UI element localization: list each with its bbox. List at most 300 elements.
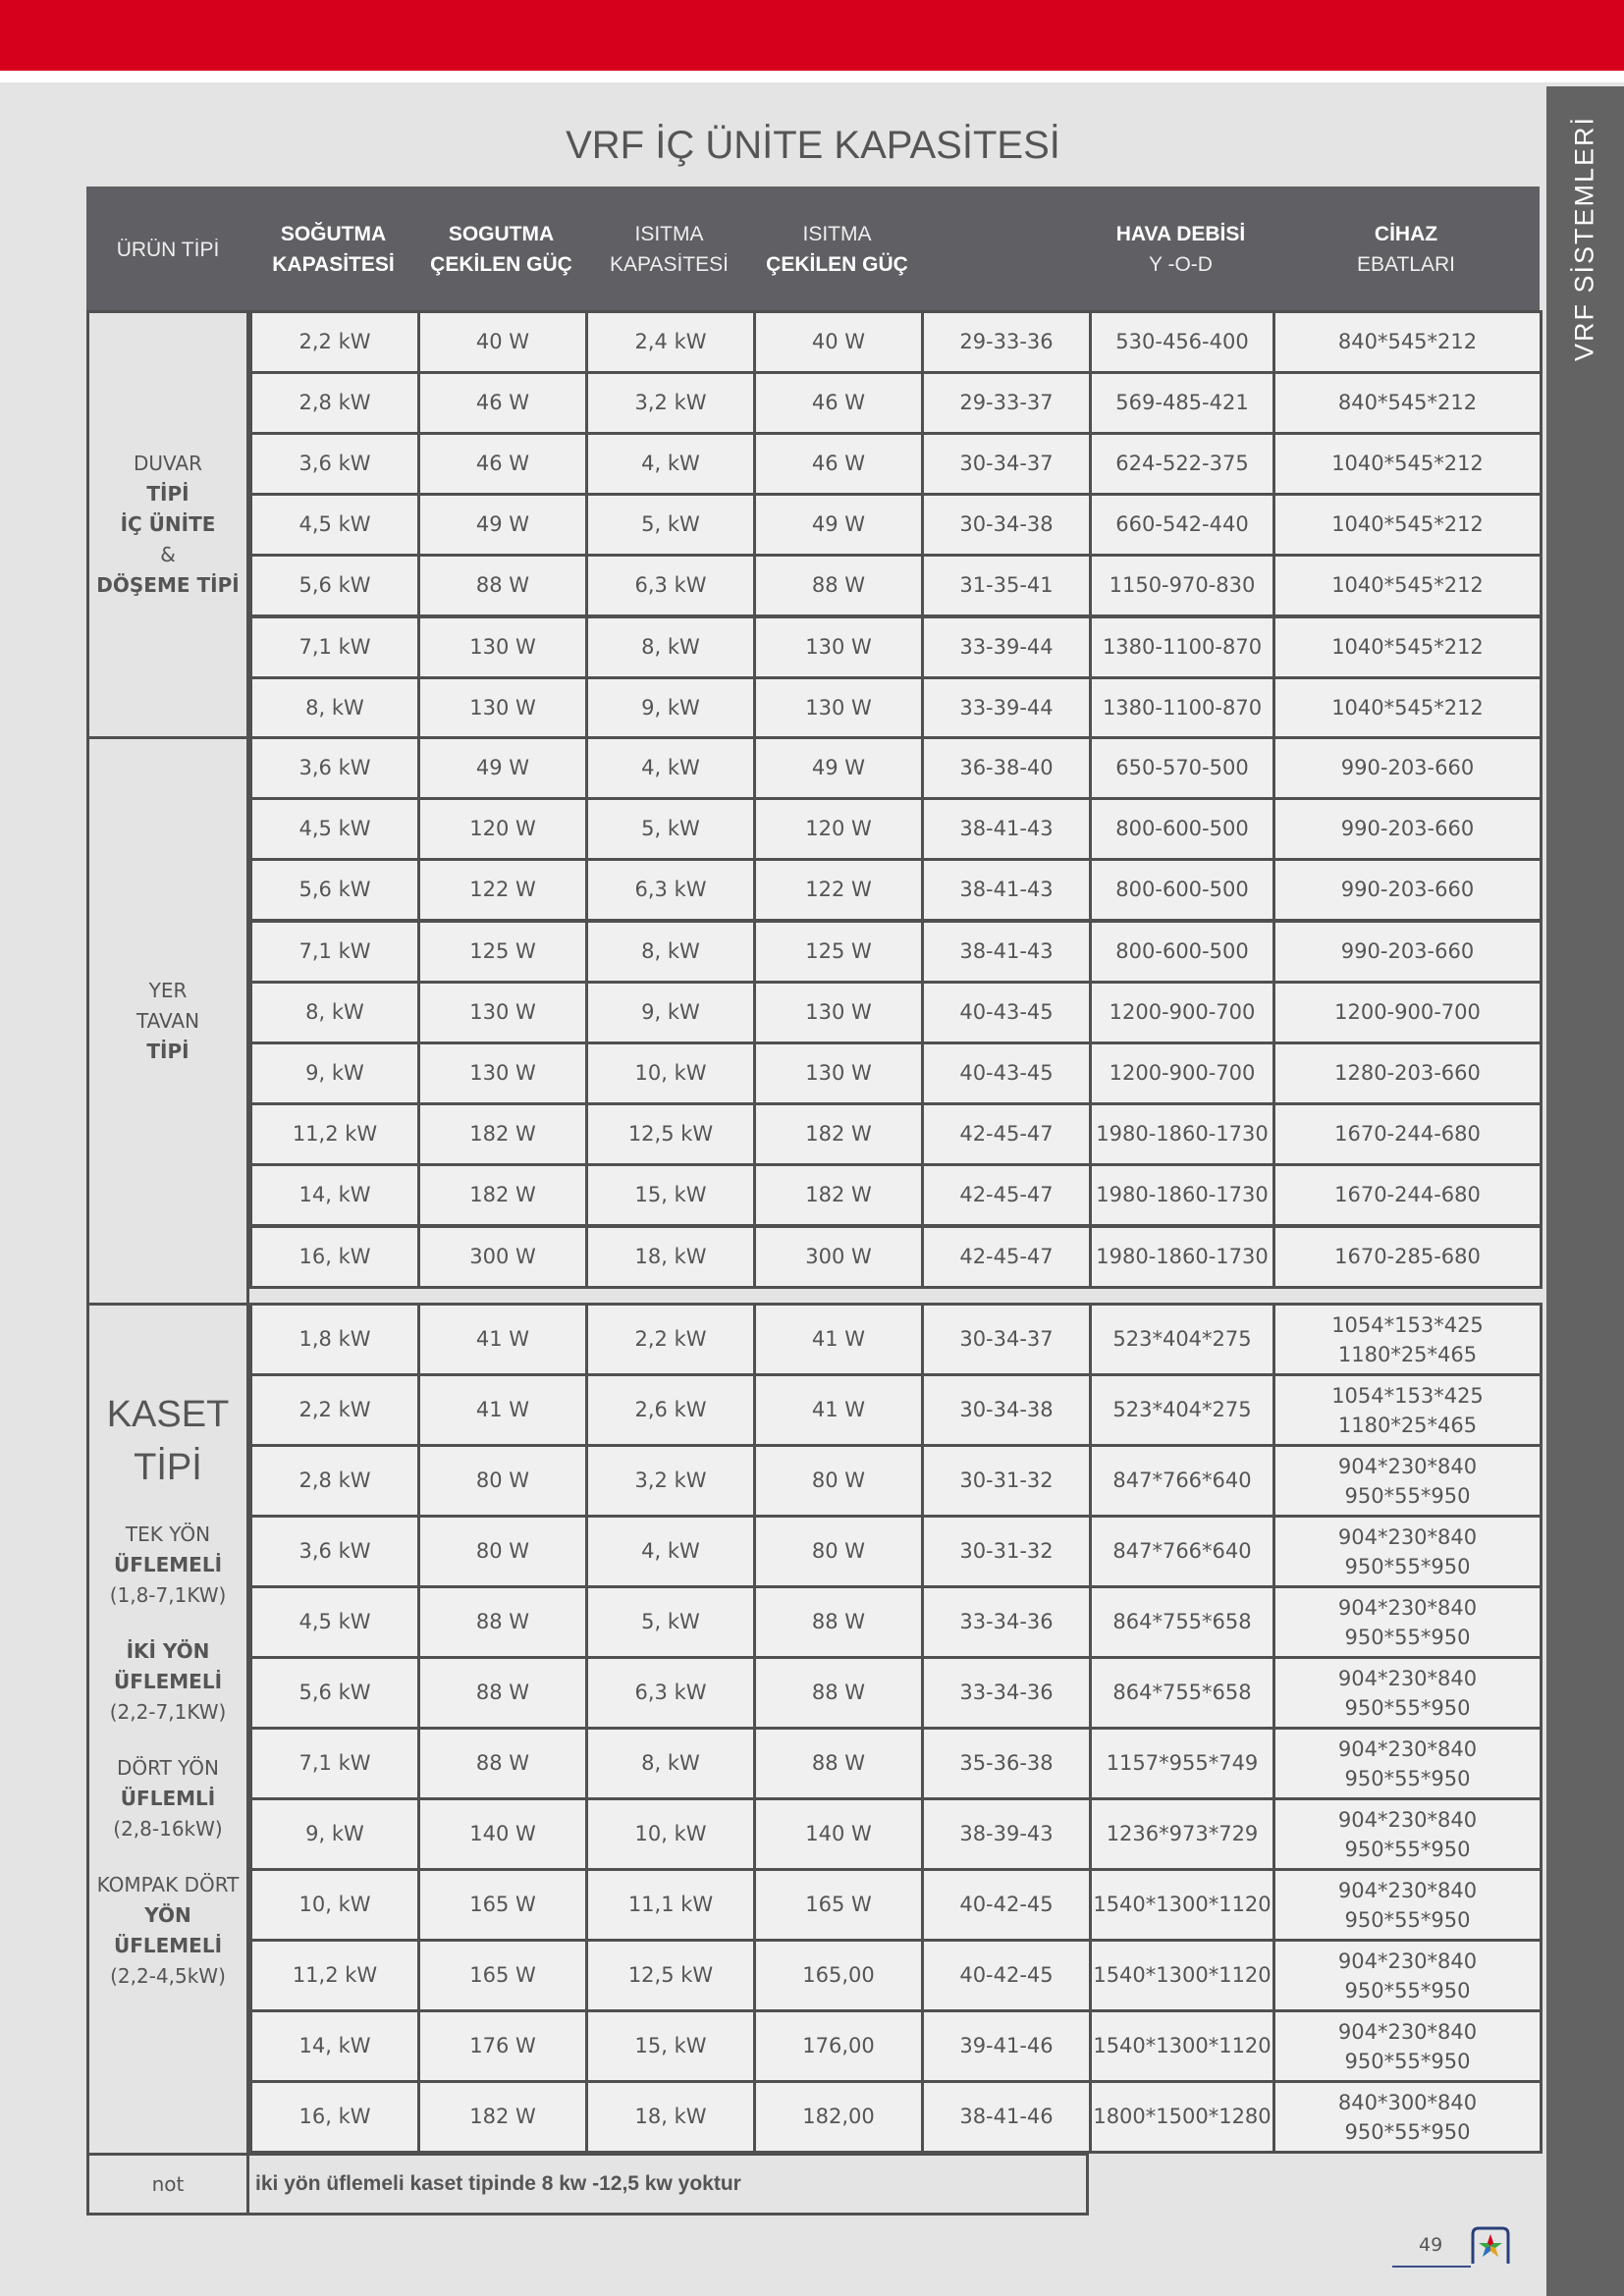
table-cell-isitma-kapasitesi bbox=[585, 1373, 756, 1447]
table-cell-isitma-kapasitesi bbox=[585, 1225, 756, 1289]
cell-text: 10, kW bbox=[298, 1893, 371, 1916]
table-cell-hava-debisi bbox=[1089, 1225, 1275, 1289]
cell-text: 49 W bbox=[811, 756, 866, 779]
table-cell-cihaz-ebatlari bbox=[1272, 1515, 1543, 1588]
table-cell-isitma-cekilen-guc bbox=[753, 432, 924, 496]
cell-text: 140 W bbox=[469, 1822, 536, 1845]
cell-text: 1236*973*729 bbox=[1106, 1822, 1259, 1845]
table-cell-cihaz-ebatlari bbox=[1272, 736, 1543, 800]
table-cell-hava-debisi bbox=[1089, 858, 1275, 922]
cell-text: 300 W bbox=[469, 1245, 536, 1268]
table-cell-sogutma-kapasitesi bbox=[249, 2080, 420, 2154]
cell-text: 30-31-32 bbox=[959, 1468, 1054, 1492]
cell-text: 46 W bbox=[811, 452, 866, 475]
table-cell-isitma-kapasitesi bbox=[585, 1727, 756, 1800]
cell-text: 5,6 kW bbox=[298, 878, 371, 901]
cell-text: 182 W bbox=[469, 1183, 536, 1206]
cell-text: 8, kW bbox=[305, 696, 364, 720]
table-cell-isitma-cekilen-guc bbox=[753, 2080, 924, 2154]
table-cell-isitma-kapasitesi bbox=[585, 1102, 756, 1166]
cell-text: 122 W bbox=[469, 878, 536, 901]
table-cell-cihaz-ebatlari bbox=[1272, 1163, 1543, 1227]
table-cell-cihaz-ebatlari bbox=[1272, 920, 1543, 984]
cell-text: 840*545*212 bbox=[1337, 330, 1478, 353]
cell-text: 8, kW bbox=[305, 1000, 364, 1024]
cell-text: 11,2 kW bbox=[292, 1122, 378, 1146]
cell-text: 10, kW bbox=[634, 1061, 707, 1085]
cell-text: 1280-203-660 bbox=[1334, 1061, 1481, 1085]
cell-text: 36-38-40 bbox=[959, 756, 1054, 779]
cell-text: 42-45-47 bbox=[959, 1183, 1054, 1206]
table-cell-isitma-kapasitesi bbox=[585, 1656, 756, 1730]
table-cell-isitma-kapasitesi bbox=[585, 1939, 756, 2012]
cell-text: 33-34-36 bbox=[959, 1610, 1054, 1633]
cell-text: 4, kW bbox=[641, 452, 700, 475]
cell-text: 165 W bbox=[805, 1893, 872, 1916]
cell-text: 182 W bbox=[805, 1122, 872, 1146]
table-cell-sogutma-cekilen-guc bbox=[417, 736, 588, 800]
cell-line: 904*230*840 bbox=[1337, 1949, 1478, 1973]
header-isitma-cekilen-guc: ISITMA ÇEKİLEN GÜÇ bbox=[766, 223, 908, 276]
table-cell-hava-debisi bbox=[1089, 1797, 1275, 1871]
table-cell-isitma-cekilen-guc bbox=[753, 615, 924, 679]
side-band bbox=[1546, 86, 1624, 2296]
table-cell-sogutma-cekilen-guc bbox=[417, 858, 588, 922]
cell-text: 1980-1860-1730 bbox=[1096, 1183, 1269, 1206]
table-cell-cihaz-ebatlari bbox=[1272, 1041, 1543, 1105]
table-cell-sogutma-cekilen-guc bbox=[417, 1585, 588, 1659]
cell-line: 950*55*950 bbox=[1344, 1554, 1471, 1578]
page-title: VRF İÇ ÜNİTE KAPASİTESİ bbox=[566, 124, 1060, 167]
cell-text: 40 W bbox=[475, 330, 530, 353]
cell-text: 800-600-500 bbox=[1115, 817, 1249, 840]
cell-line: 950*55*950 bbox=[1344, 1625, 1471, 1649]
cell-text: 9, kW bbox=[305, 1822, 364, 1845]
page-number: 49 bbox=[1419, 2234, 1443, 2256]
table-cell-sogutma-cekilen-guc bbox=[417, 2080, 588, 2154]
table-cell-sogutma-cekilen-guc bbox=[417, 1444, 588, 1518]
cell-text: 5, kW bbox=[641, 817, 700, 840]
table-cell-ses-seviyesi bbox=[921, 1444, 1092, 1518]
table-cell-ses-seviyesi bbox=[921, 1225, 1092, 1289]
table-cell-sogutma-kapasitesi bbox=[249, 2009, 420, 2083]
table-cell-sogutma-cekilen-guc bbox=[417, 920, 588, 984]
table-cell-sogutma-kapasitesi bbox=[249, 858, 420, 922]
table-cell-sogutma-kapasitesi bbox=[249, 1041, 420, 1105]
table-cell-isitma-cekilen-guc bbox=[753, 858, 924, 922]
cell-text: 1380-1100-870 bbox=[1102, 696, 1263, 720]
cell-text: 6,3 kW bbox=[634, 878, 707, 901]
table-cell-sogutma-kapasitesi bbox=[249, 1225, 420, 1289]
cell-text: 10, kW bbox=[634, 1822, 707, 1845]
table-cell-isitma-cekilen-guc bbox=[753, 1225, 924, 1289]
table-cell-cihaz-ebatlari bbox=[1272, 1225, 1543, 1289]
cell-text: 49 W bbox=[475, 512, 530, 536]
cell-text: 864*755*658 bbox=[1112, 1681, 1252, 1704]
cell-text: 840*545*212 bbox=[1337, 391, 1478, 414]
cell-text: 130 W bbox=[469, 1000, 536, 1024]
cell-line: 904*230*840 bbox=[1337, 2019, 1478, 2044]
cell-text: 130 W bbox=[469, 635, 536, 659]
cell-text: 7,1 kW bbox=[298, 635, 371, 659]
table-cell-isitma-cekilen-guc bbox=[753, 310, 924, 374]
cell-text: 2,2 kW bbox=[634, 1327, 707, 1351]
table-cell-isitma-kapasitesi bbox=[585, 1041, 756, 1105]
table-cell-isitma-cekilen-guc bbox=[753, 1515, 924, 1588]
cell-text: 3,6 kW bbox=[298, 1539, 371, 1563]
table-cell-sogutma-cekilen-guc bbox=[417, 797, 588, 861]
cell-text: 41 W bbox=[811, 1398, 866, 1421]
table-cell-isitma-cekilen-guc bbox=[753, 371, 924, 435]
table-cell-hava-debisi bbox=[1089, 920, 1275, 984]
table-cell-cihaz-ebatlari bbox=[1272, 1939, 1543, 2012]
cell-text: 88 W bbox=[811, 1751, 866, 1775]
cell-text: 125 W bbox=[805, 939, 872, 963]
table-cell-cihaz-ebatlari bbox=[1272, 858, 1543, 922]
table-cell-cihaz-ebatlari bbox=[1272, 1102, 1543, 1166]
cell-text: 33-39-44 bbox=[959, 696, 1054, 720]
cell-text: 8, kW bbox=[641, 635, 700, 659]
table-cell-sogutma-kapasitesi bbox=[249, 1303, 420, 1376]
table-cell-ses-seviyesi bbox=[921, 858, 1092, 922]
cell-text: 30-34-37 bbox=[959, 1327, 1054, 1351]
cell-line: 950*55*950 bbox=[1344, 1978, 1471, 2002]
cell-text: 40-42-45 bbox=[959, 1893, 1054, 1916]
table-cell-isitma-cekilen-guc bbox=[753, 676, 924, 740]
cell-line: 950*55*950 bbox=[1344, 1907, 1471, 1932]
table-cell-cihaz-ebatlari bbox=[1272, 371, 1543, 435]
table-cell-sogutma-kapasitesi bbox=[249, 1797, 420, 1871]
table-cell-isitma-cekilen-guc bbox=[753, 1303, 924, 1376]
cell-text: 3,2 kW bbox=[634, 391, 707, 414]
cell-text: 38-41-43 bbox=[959, 817, 1054, 840]
table-cell-sogutma-cekilen-guc bbox=[417, 1515, 588, 1588]
table-cell-ses-seviyesi bbox=[921, 1041, 1092, 1105]
table-cell-ses-seviyesi bbox=[921, 432, 1092, 496]
cell-text: 130 W bbox=[805, 696, 872, 720]
cell-text: 9, kW bbox=[641, 1000, 700, 1024]
cell-text: 847*766*640 bbox=[1112, 1539, 1252, 1563]
table-cell-isitma-kapasitesi bbox=[585, 981, 756, 1044]
cell-text: 2,8 kW bbox=[298, 1468, 371, 1492]
table-cell-sogutma-cekilen-guc bbox=[417, 676, 588, 740]
cell-text: 18, kW bbox=[634, 1245, 707, 1268]
table-cell-hava-debisi bbox=[1089, 1939, 1275, 2012]
cell-text: 176,00 bbox=[802, 2034, 875, 2057]
cell-text: 88 W bbox=[811, 1610, 866, 1633]
cell-text: 3,6 kW bbox=[298, 756, 371, 779]
cell-line: 840*300*840 bbox=[1337, 2090, 1478, 2114]
cell-text: 165 W bbox=[469, 1963, 536, 1987]
table-cell-isitma-kapasitesi bbox=[585, 1303, 756, 1376]
header-urun-tipi: ÜRÜN TİPİ bbox=[116, 238, 220, 261]
table-cell-isitma-kapasitesi bbox=[585, 554, 756, 617]
table-cell-sogutma-cekilen-guc bbox=[417, 371, 588, 435]
cell-line: 950*55*950 bbox=[1344, 2119, 1471, 2144]
table-cell-isitma-kapasitesi bbox=[585, 858, 756, 922]
cell-text: 1040*545*212 bbox=[1331, 696, 1484, 720]
table-cell-hava-debisi bbox=[1089, 371, 1275, 435]
cell-text: 46 W bbox=[475, 452, 530, 475]
table-cell-isitma-kapasitesi bbox=[585, 736, 756, 800]
top-red-bar bbox=[0, 0, 1624, 71]
cell-text: 1200-900-700 bbox=[1109, 1000, 1256, 1024]
cell-text: 2,2 kW bbox=[298, 330, 371, 353]
cell-text: 6,3 kW bbox=[634, 1681, 707, 1704]
table-cell-sogutma-cekilen-guc bbox=[417, 432, 588, 496]
table-cell-sogutma-cekilen-guc bbox=[417, 310, 588, 374]
table-cell-sogutma-cekilen-guc bbox=[417, 1102, 588, 1166]
table-cell-ses-seviyesi bbox=[921, 676, 1092, 740]
cell-text: 4, kW bbox=[641, 756, 700, 779]
cell-text: 624-522-375 bbox=[1115, 452, 1249, 475]
cell-text: 41 W bbox=[475, 1327, 530, 1351]
cell-text: 5,6 kW bbox=[298, 1681, 371, 1704]
table-cell-ses-seviyesi bbox=[921, 736, 1092, 800]
table-cell-ses-seviyesi bbox=[921, 1515, 1092, 1588]
table-cell-ses-seviyesi bbox=[921, 1163, 1092, 1227]
cell-text: 125 W bbox=[469, 939, 536, 963]
table-cell-sogutma-kapasitesi bbox=[249, 1515, 420, 1588]
cell-text: 5, kW bbox=[641, 1610, 700, 1633]
cell-text: 4,5 kW bbox=[298, 1610, 371, 1633]
cell-text: 38-41-43 bbox=[959, 939, 1054, 963]
table-cell-isitma-kapasitesi bbox=[585, 615, 756, 679]
cell-text: 7,1 kW bbox=[298, 1751, 371, 1775]
cell-line: 904*230*840 bbox=[1337, 1666, 1478, 1690]
cell-text: 49 W bbox=[475, 756, 530, 779]
table-cell-hava-debisi bbox=[1089, 981, 1275, 1044]
cell-line: 950*55*950 bbox=[1344, 2049, 1471, 2073]
table-cell-hava-debisi bbox=[1089, 615, 1275, 679]
table-cell-isitma-kapasitesi bbox=[585, 2080, 756, 2154]
cell-text: 38-41-43 bbox=[959, 878, 1054, 901]
cell-text: 29-33-37 bbox=[959, 391, 1054, 414]
table-cell-hava-debisi bbox=[1089, 554, 1275, 617]
table-cell-sogutma-cekilen-guc bbox=[417, 1868, 588, 1942]
cell-text: 88 W bbox=[475, 573, 530, 597]
table-cell-sogutma-kapasitesi bbox=[249, 1444, 420, 1518]
cell-text: 650-570-500 bbox=[1115, 756, 1249, 779]
table-cell-cihaz-ebatlari bbox=[1272, 981, 1543, 1044]
cell-text: 11,2 kW bbox=[292, 1963, 378, 1987]
table-cell-hava-debisi bbox=[1089, 2080, 1275, 2154]
cell-text: 41 W bbox=[811, 1327, 866, 1351]
cell-text: 569-485-421 bbox=[1115, 391, 1249, 414]
table-cell-sogutma-kapasitesi bbox=[249, 1373, 420, 1447]
cell-text: 1670-244-680 bbox=[1334, 1183, 1481, 1206]
table-cell-sogutma-kapasitesi bbox=[249, 1656, 420, 1730]
cell-text: 800-600-500 bbox=[1115, 878, 1249, 901]
cell-text: 990-203-660 bbox=[1340, 756, 1475, 779]
table-cell-cihaz-ebatlari bbox=[1272, 2009, 1543, 2083]
table-cell-isitma-cekilen-guc bbox=[753, 554, 924, 617]
cell-text: 29-33-36 bbox=[959, 330, 1054, 353]
cell-line: 1180*25*465 bbox=[1337, 1413, 1478, 1437]
table-cell-sogutma-cekilen-guc bbox=[417, 981, 588, 1044]
table-cell-hava-debisi bbox=[1089, 676, 1275, 740]
cell-text: 990-203-660 bbox=[1340, 939, 1475, 963]
table-cell-isitma-kapasitesi bbox=[585, 432, 756, 496]
table-cell-cihaz-ebatlari bbox=[1272, 1656, 1543, 1730]
table-cell-sogutma-kapasitesi bbox=[249, 310, 420, 374]
table-cell-sogutma-kapasitesi bbox=[249, 676, 420, 740]
table-cell-isitma-cekilen-guc bbox=[753, 1373, 924, 1447]
cell-text: 40-43-45 bbox=[959, 1061, 1054, 1085]
cell-text: 1670-285-680 bbox=[1334, 1245, 1481, 1268]
table-cell-isitma-cekilen-guc bbox=[753, 1041, 924, 1105]
cell-text: 660-542-440 bbox=[1115, 512, 1249, 536]
table-cell-ses-seviyesi bbox=[921, 2080, 1092, 2154]
table-cell-cihaz-ebatlari bbox=[1272, 310, 1543, 374]
table-cell-sogutma-cekilen-guc bbox=[417, 1727, 588, 1800]
header-isitma-kapasitesi: ISITMA KAPASİTESİ bbox=[610, 223, 729, 276]
cell-text: 990-203-660 bbox=[1340, 878, 1475, 901]
table-cell-cihaz-ebatlari bbox=[1272, 1868, 1543, 1942]
cell-text: 46 W bbox=[475, 391, 530, 414]
cell-text: 1380-1100-870 bbox=[1102, 635, 1263, 659]
cell-line: 1054*153*425 bbox=[1331, 1383, 1484, 1408]
cell-text: 165,00 bbox=[802, 1963, 875, 1987]
cell-text: 35-36-38 bbox=[959, 1751, 1054, 1775]
table-cell-ses-seviyesi bbox=[921, 1868, 1092, 1942]
cell-text: 16, kW bbox=[298, 2105, 371, 2128]
note-label: not bbox=[86, 2153, 249, 2216]
table-cell-isitma-kapasitesi bbox=[585, 920, 756, 984]
header-sogutma-kapasitesi: SOĞUTMA KAPASİTESİ bbox=[272, 223, 395, 276]
cell-text: 38-39-43 bbox=[959, 1822, 1054, 1845]
table-cell-hava-debisi bbox=[1089, 797, 1275, 861]
table-cell-cihaz-ebatlari bbox=[1272, 797, 1543, 861]
table-cell-hava-debisi bbox=[1089, 432, 1275, 496]
cell-text: 6,3 kW bbox=[634, 573, 707, 597]
cell-text: 4, kW bbox=[641, 1539, 700, 1563]
cell-text: 88 W bbox=[811, 1681, 866, 1704]
table-cell-isitma-kapasitesi bbox=[585, 493, 756, 557]
table-cell-cihaz-ebatlari bbox=[1272, 615, 1543, 679]
table-cell-sogutma-kapasitesi bbox=[249, 797, 420, 861]
table-cell-cihaz-ebatlari bbox=[1272, 1585, 1543, 1659]
cell-text: 30-34-38 bbox=[959, 1398, 1054, 1421]
table-cell-cihaz-ebatlari bbox=[1272, 676, 1543, 740]
table-cell-isitma-kapasitesi bbox=[585, 371, 756, 435]
table-cell-sogutma-kapasitesi bbox=[249, 1585, 420, 1659]
table-cell-cihaz-ebatlari bbox=[1272, 1444, 1543, 1518]
cell-text: 130 W bbox=[805, 635, 872, 659]
cell-text: 1150-970-830 bbox=[1109, 573, 1256, 597]
cell-line: 904*230*840 bbox=[1337, 1807, 1478, 1832]
table-cell-isitma-kapasitesi bbox=[585, 797, 756, 861]
cell-text: 80 W bbox=[811, 1468, 866, 1492]
cell-text: 3,2 kW bbox=[634, 1468, 707, 1492]
cell-line: 950*55*950 bbox=[1344, 1695, 1471, 1720]
cell-text: 182 W bbox=[805, 1183, 872, 1206]
cell-text: 300 W bbox=[805, 1245, 872, 1268]
header-hava-debisi: HAVA DEBİSİ Y -O-D bbox=[1115, 223, 1246, 276]
cell-text: 165 W bbox=[469, 1893, 536, 1916]
cell-text: 1980-1860-1730 bbox=[1096, 1245, 1269, 1268]
table-cell-isitma-cekilen-guc bbox=[753, 736, 924, 800]
table-cell-ses-seviyesi bbox=[921, 371, 1092, 435]
table-cell-hava-debisi bbox=[1089, 1041, 1275, 1105]
table-cell-hava-debisi bbox=[1089, 1303, 1275, 1376]
table-cell-ses-seviyesi bbox=[921, 920, 1092, 984]
cell-text: 5,6 kW bbox=[298, 573, 371, 597]
cell-text: 800-600-500 bbox=[1115, 939, 1249, 963]
table-cell-sogutma-cekilen-guc bbox=[417, 1797, 588, 1871]
table-cell-hava-debisi bbox=[1089, 493, 1275, 557]
table-cell-sogutma-kapasitesi bbox=[249, 432, 420, 496]
cell-text: 5, kW bbox=[641, 512, 700, 536]
table-cell-cihaz-ebatlari bbox=[1272, 1797, 1543, 1871]
cell-text: 1540*1300*1120 bbox=[1093, 1893, 1272, 1916]
cell-text: 4,5 kW bbox=[298, 817, 371, 840]
cell-text: 1540*1300*1120 bbox=[1093, 1963, 1272, 1987]
cell-text: 140 W bbox=[805, 1822, 872, 1845]
cell-text: 176 W bbox=[469, 2034, 536, 2057]
cell-text: 40 W bbox=[811, 330, 866, 353]
table-cell-sogutma-kapasitesi bbox=[249, 1868, 420, 1942]
table-cell-sogutma-kapasitesi bbox=[249, 1163, 420, 1227]
table-cell-ses-seviyesi bbox=[921, 797, 1092, 861]
table-cell-sogutma-kapasitesi bbox=[249, 371, 420, 435]
cell-text: 11,1 kW bbox=[627, 1893, 714, 1916]
cell-text: 1540*1300*1120 bbox=[1093, 2034, 1272, 2057]
table-cell-sogutma-kapasitesi bbox=[249, 554, 420, 617]
cell-text: 2,2 kW bbox=[298, 1398, 371, 1421]
cell-text: 33-39-44 bbox=[959, 635, 1054, 659]
cell-text: 1040*545*212 bbox=[1331, 573, 1484, 597]
side-band-label bbox=[1546, 86, 1624, 361]
cell-text: 31-35-41 bbox=[959, 573, 1054, 597]
table-cell-isitma-kapasitesi bbox=[585, 1868, 756, 1942]
table-cell-isitma-kapasitesi bbox=[585, 1797, 756, 1871]
table-cell-isitma-cekilen-guc bbox=[753, 920, 924, 984]
cell-text: 30-31-32 bbox=[959, 1539, 1054, 1563]
cell-text: 990-203-660 bbox=[1340, 817, 1475, 840]
cell-text: 523*404*275 bbox=[1112, 1398, 1252, 1421]
table-cell-sogutma-cekilen-guc bbox=[417, 554, 588, 617]
cell-text: 80 W bbox=[475, 1539, 530, 1563]
table-cell-hava-debisi bbox=[1089, 1868, 1275, 1942]
cell-text: 1670-244-680 bbox=[1334, 1122, 1481, 1146]
cell-line: 904*230*840 bbox=[1337, 1454, 1478, 1478]
cell-text: 120 W bbox=[805, 817, 872, 840]
cell-text: 39-41-46 bbox=[959, 2034, 1054, 2057]
cell-text: 41 W bbox=[475, 1398, 530, 1421]
cell-text: 1040*545*212 bbox=[1331, 512, 1484, 536]
cell-text: 33-34-36 bbox=[959, 1681, 1054, 1704]
cell-text: 38-41-46 bbox=[959, 2105, 1054, 2128]
cell-line: 904*230*840 bbox=[1337, 1736, 1478, 1761]
cell-text: 80 W bbox=[811, 1539, 866, 1563]
cell-text: 864*755*658 bbox=[1112, 1610, 1252, 1633]
table-cell-hava-debisi bbox=[1089, 1585, 1275, 1659]
table-cell-sogutma-cekilen-guc bbox=[417, 1656, 588, 1730]
table-cell-cihaz-ebatlari bbox=[1272, 2080, 1543, 2154]
cell-text: 130 W bbox=[805, 1061, 872, 1085]
cell-text: 847*766*640 bbox=[1112, 1468, 1252, 1492]
table-cell-isitma-cekilen-guc bbox=[753, 797, 924, 861]
cell-text: 88 W bbox=[475, 1610, 530, 1633]
table-cell-sogutma-cekilen-guc bbox=[417, 2009, 588, 2083]
cell-line: 950*55*950 bbox=[1344, 1837, 1471, 1861]
cell-text: 15, kW bbox=[634, 1183, 707, 1206]
cell-text: 1157*955*749 bbox=[1106, 1751, 1259, 1775]
table-cell-ses-seviyesi bbox=[921, 1373, 1092, 1447]
table-cell-isitma-cekilen-guc bbox=[753, 1797, 924, 1871]
header-cihaz-ebatlari: CİHAZ EBATLARI bbox=[1357, 223, 1455, 276]
